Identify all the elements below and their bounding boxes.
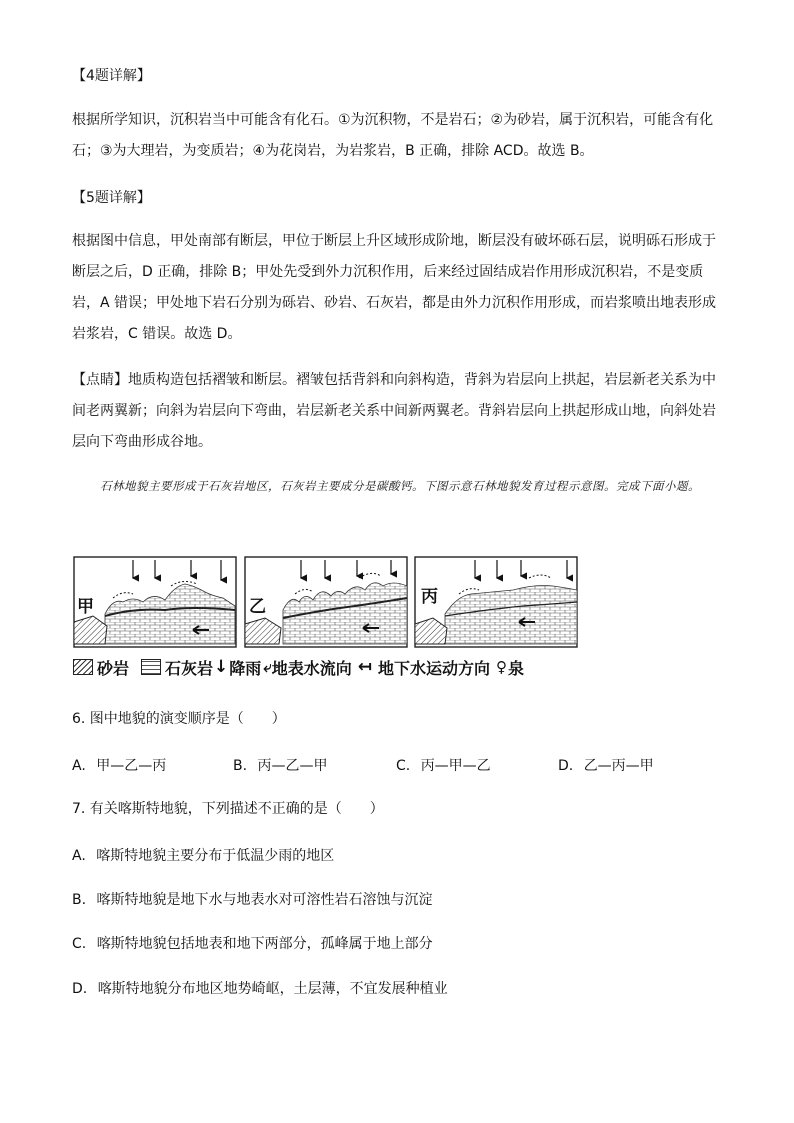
- q5-explanation: 根据图中信息，甲处南部有断层，甲位于断层上升区域形成阶地，断层没有破坏砾石层，说明砾石形成于断层之后，D 正确，排除 B；甲处先受到外力沉积作用，后来经过固结成岩作用形成沉积岩，不是变质岩，A 错误；甲处地下岩石分别为砾岩、砂岩、石灰岩，都是由外力沉积作用形成，而岩浆喷出地表形成岩浆岩，C 错误。故选 D。: [72, 233, 717, 342]
- option-text: 喀斯特地貌分布地区地势崎岖，土层薄，不宜发展种植业: [97, 981, 448, 997]
- option-text: 喀斯特地貌包括地表和地下两部分，孤峰属于地上部分: [96, 936, 433, 952]
- option-text: 喀斯特地貌主要分布于低温少雨的地区: [96, 848, 335, 864]
- q7-option-a[interactable]: [72, 846, 334, 866]
- legend-spring: 泉: [507, 658, 524, 678]
- figure-legend: [73, 656, 524, 678]
- q6-option-a[interactable]: [72, 756, 166, 776]
- option-text: 喀斯特地貌是地下水与地表水对可溶性岩石溶蚀与沉淀: [96, 892, 433, 908]
- option-text: 丙—乙—甲: [257, 758, 328, 774]
- option-letter: D.: [72, 981, 88, 997]
- panel-yi: [245, 557, 407, 647]
- q6-option-b[interactable]: [233, 756, 328, 776]
- limestone-swatch-icon: [141, 659, 161, 675]
- karst-development-figure: [73, 556, 673, 652]
- option-letter: D.: [558, 758, 574, 774]
- q4-explanation: 根据所学知识，沉积岩当中可能含有化石。①为沉积物，不是岩石；②为砂岩，属于沉积岩，可能含有化石；③为大理岩，为变质岩；④为花岗岩，为岩浆岩，B 正确，排除 ACD。故选 B。: [72, 112, 714, 159]
- option-letter: A.: [72, 758, 86, 774]
- option-letter: C.: [72, 936, 87, 952]
- intro-text: 石林地貌主要形成于石灰岩地区，石灰岩主要成分是碳酸钙。下图示意石林地貌发育过程示意图。完成下面小题。: [100, 479, 700, 493]
- panel-label-yi: 乙: [249, 597, 266, 617]
- tip-body: 地质构造包括褶皱和断层。褶皱包括背斜和向斜构造，背斜为岩层向上拱起，岩层新老关系为中间老两翼新；向斜为岩层向下弯曲，岩层新老关系中间新两翼老。背斜岩层向上拱起形成山地，向斜处岩层向下弯曲形成谷地。: [72, 372, 716, 450]
- q4-heading: 【4题详解】: [72, 68, 151, 84]
- q7-option-c[interactable]: [72, 934, 433, 954]
- q7-option-b[interactable]: [72, 890, 433, 910]
- legend-sandstone: 砂岩: [97, 658, 130, 678]
- q5-heading: 【5题详解】: [72, 190, 151, 206]
- q6-option-d[interactable]: [558, 756, 654, 776]
- panel-label-jia: 甲: [77, 597, 94, 617]
- groundwater-arrow-icon: ↤: [357, 657, 372, 677]
- legend-groundwater: 地下水运动方向: [377, 658, 490, 678]
- option-letter: B.: [72, 892, 87, 908]
- q6-stem: 6. 图中地貌的演变顺序是（ ）: [72, 711, 286, 727]
- q7-option-d[interactable]: [72, 979, 448, 999]
- rain-arrow-icon: ↓: [214, 657, 229, 677]
- legend-limestone: 石灰岩: [165, 658, 214, 678]
- legend-surface-flow: 地表水流向: [271, 658, 352, 678]
- sandstone-swatch-icon: [73, 659, 93, 675]
- tip-paragraph: [72, 365, 724, 458]
- q6-option-c[interactable]: [396, 756, 491, 776]
- option-text: 丙—甲—乙: [420, 758, 491, 774]
- panel-bing: [415, 557, 577, 647]
- option-text: 甲—乙—丙: [96, 758, 167, 774]
- q7-stem: 7. 有关喀斯特地貌，下列描述不正确的是（ ）: [72, 801, 384, 817]
- legend-rain: 降雨: [229, 658, 262, 678]
- tip-label: 【点睛】: [72, 372, 128, 388]
- panel-jia: [74, 557, 236, 647]
- option-letter: A.: [72, 848, 86, 864]
- option-letter: B.: [233, 758, 248, 774]
- option-text: 乙—丙—甲: [583, 758, 654, 774]
- surface-flow-arrow-icon: ⤶: [263, 658, 270, 676]
- panel-label-bing: 丙: [421, 587, 438, 607]
- spring-icon: ♀: [495, 658, 507, 676]
- option-letter: C.: [396, 758, 411, 774]
